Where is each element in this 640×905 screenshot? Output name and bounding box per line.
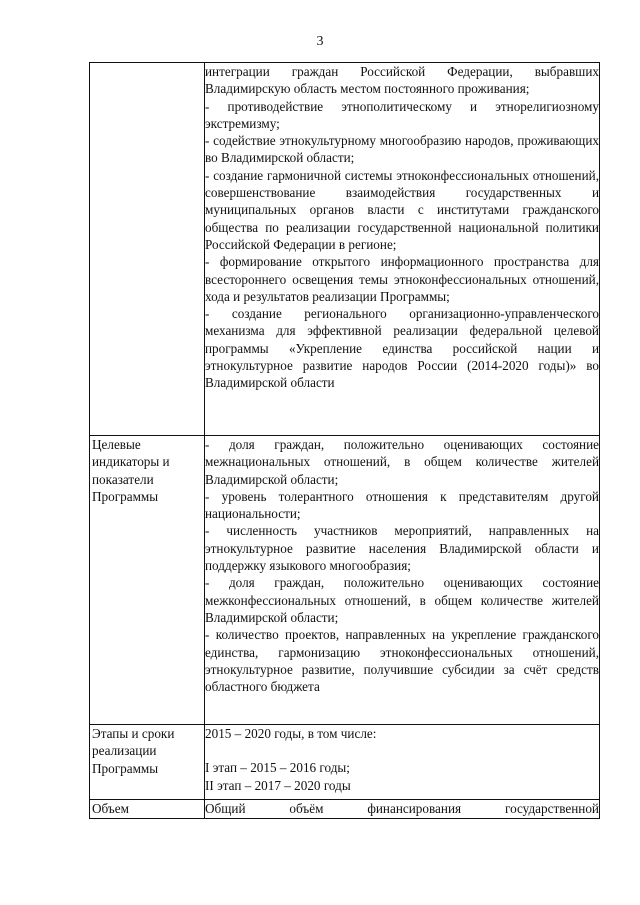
page-number: 3 — [316, 34, 324, 49]
stage-1: I этап – 2015 – 2016 годы; — [205, 760, 350, 776]
stages-label-cell — [90, 725, 205, 800]
indicator-line: - количество проектов, направленных на укрепление гражданского единства, гармонизацию этноконфессиональных отношений, этнокультурное развитие, получившие субсидии за счёт средств областного бюджета — [205, 627, 599, 695]
indicator-line: - доля граждан, положительно оценивающих состояние межнациональных отношений, в общем количестве жителей Владимирской области; — [205, 437, 599, 487]
indicator-line: - доля граждан, положительно оценивающих состояние межконфессиональных отношений, в общем количестве жителей Владимирской области; — [205, 575, 599, 625]
goals-line: - противодействие этнополитическому и этнорелигиозному экстремизму; — [205, 98, 599, 131]
stages-row — [90, 725, 600, 800]
stage-2: II этап – 2017 – 2020 годы — [205, 777, 351, 793]
indicator-line: - уровень толерантного отношения к представителям другой национальности; — [205, 488, 599, 522]
goals-line: - формирование открытого информационного пространства для всестороннего освещения темы этноконфессиональных отношений, хода и результатов реализации Программы; — [205, 254, 599, 304]
stages-intro: 2015 – 2020 годы, в том числе: — [205, 726, 377, 741]
goals-line: интеграции граждан Российской Федерации, выбравших Владимирскую область местом постоянного проживания; — [205, 64, 599, 97]
indicators-content-cell — [205, 436, 600, 725]
indicators-label-line: Программы — [92, 488, 159, 504]
goals-label-cell — [90, 63, 205, 436]
stages-label-line: Этапы и сроки — [92, 726, 175, 741]
indicators-label-line: индикаторы и — [92, 454, 170, 470]
goals-line: - создание гармоничной системы этноконфессиональных отношений, совершенствование взаимодействия государственных и муниципальных органов власти с институтами гражданского общества по реализации государственной национальной политики Российской Федерации в регионе; — [205, 167, 599, 252]
volume-row — [90, 800, 600, 819]
program-passport-table — [89, 62, 600, 819]
goals-line: - содействие этнокультурному многообразию народов, проживающих во Владимирской области; — [205, 133, 599, 166]
indicators-row — [90, 436, 600, 725]
indicators-label-line: Целевые — [92, 437, 141, 452]
volume-label-cell: Объем — [90, 800, 205, 819]
stages-label-line: Программы — [92, 760, 159, 776]
indicator-line: - численность участников мероприятий, направленных на этнокультурное развитие населения Владимирской области и поддержку языкового многообразия; — [205, 523, 599, 574]
goals-line: - создание регионального организационно-управленческого механизма для эффективной реализации федеральной целевой программы «Укрепление единства российской нации и этнокультурное развитие народов России (2014-2020 годы)» во Владимирской области — [205, 306, 599, 391]
volume-content-cell — [205, 800, 600, 819]
goals-content-cell — [205, 63, 600, 436]
indicators-label-line: показатели — [92, 471, 154, 487]
goals-row — [90, 63, 600, 436]
stages-label-line: реализации — [92, 743, 157, 759]
indicators-label-cell — [90, 436, 205, 725]
stages-content-cell — [205, 725, 600, 800]
stages-spacer — [205, 742, 599, 759]
volume-text: Общий объём финансирования государственной — [205, 801, 599, 816]
